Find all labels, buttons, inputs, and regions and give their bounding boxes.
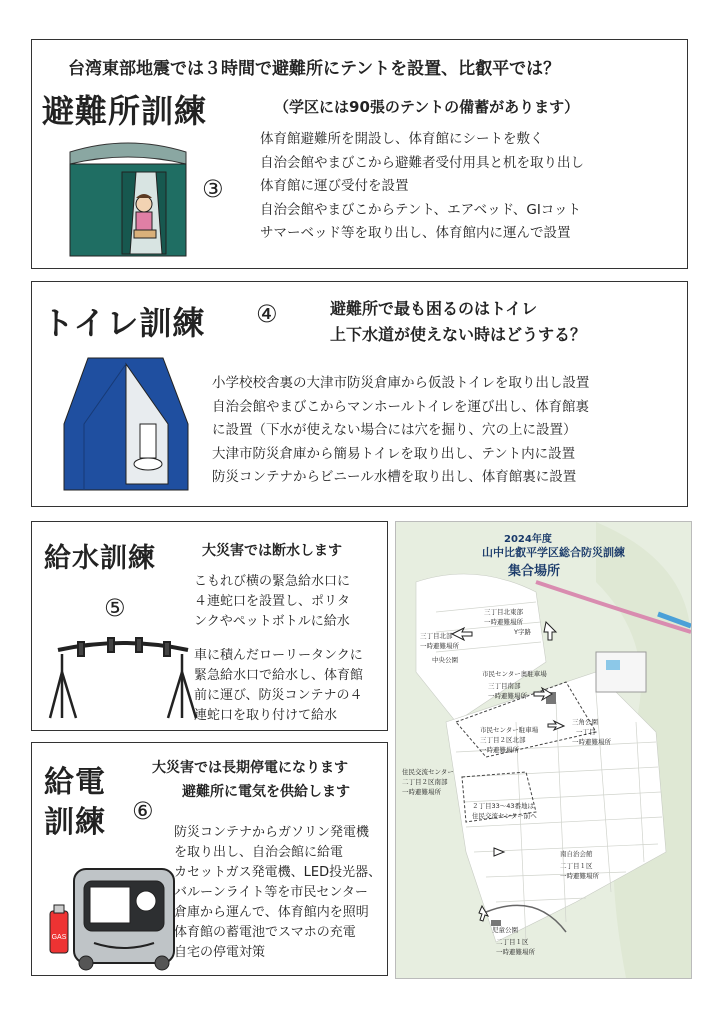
- arrow-icon: [479, 906, 488, 921]
- map-label: Y字路: [514, 628, 531, 636]
- section-title: 避難所訓練: [42, 92, 208, 130]
- section-title: 給水訓練: [44, 543, 156, 574]
- map-label: 一時避難場所: [402, 788, 441, 796]
- map-label: 二丁目１区: [496, 938, 529, 946]
- arrow-icon: [544, 622, 556, 640]
- map-label: 一時避難場所: [484, 618, 523, 626]
- lead-line: 上下水道が使えない時はどうする？: [330, 325, 587, 344]
- map-label: 三丁目北東部: [484, 608, 523, 616]
- map-label: 一丁目: [576, 728, 596, 736]
- map-label: 三丁目南部: [488, 682, 521, 690]
- step-line: 自治会館やまびこから避難者受付用具と机を取り出し: [260, 154, 584, 171]
- generator-illustration: [40, 861, 185, 971]
- map-label: ２丁目33～43番地は: [472, 802, 535, 810]
- map-label: 住民交流センター前へ: [472, 812, 537, 820]
- map-label: 一時避難場所: [560, 872, 599, 880]
- map-label: 一時避難場所: [480, 746, 519, 754]
- step-line: を取り出し、自治会館に給電: [174, 845, 344, 860]
- map-label: 三角公園: [572, 718, 598, 726]
- headline: 台湾東部地震では３時間で避難所にテントを設置、比叡平では？: [68, 59, 561, 79]
- faucet-stand-illustration: [48, 632, 198, 722]
- step-line: バルーンライト等を市民センター: [174, 885, 368, 900]
- lead-line: 避難所に電気を供給します: [182, 784, 350, 800]
- water-training-section: [31, 521, 388, 731]
- map-title: 山中比叡平学区総合防災訓練: [482, 546, 625, 559]
- step-line: 体育館の蓄電池でスマホの充電: [174, 925, 356, 940]
- arrow-icon: [494, 848, 504, 856]
- step-line: こもれび横の緊急給水口に: [194, 574, 351, 589]
- section-number: ④: [256, 300, 278, 328]
- section-number: ③: [202, 175, 224, 203]
- lead-line: 大災害では長期停電になります: [152, 760, 348, 776]
- step-line: 自治会館やまびこからテント、エアベッド、GIコット: [260, 201, 582, 218]
- power-training-section: [31, 742, 388, 976]
- arrow-icon: [534, 688, 552, 700]
- section-title: トイレ訓練: [42, 304, 206, 342]
- map-label: 三丁目２区北部: [480, 736, 526, 744]
- map-year: 2024年度: [504, 534, 552, 545]
- shelter-steps: [260, 128, 584, 246]
- map-label: 二丁目１区: [560, 862, 593, 870]
- map-label: 住民交流センター: [402, 768, 454, 776]
- step-line: 倉庫から運んで、体育館内を照明: [174, 905, 369, 920]
- power-steps: [174, 823, 381, 963]
- portable-toilet-illustration: [58, 354, 193, 494]
- toilet-steps: [212, 372, 589, 490]
- map-label: 一時避難場所: [488, 692, 527, 700]
- step-line: 連蛇口を取り付けて給水: [194, 708, 338, 723]
- map-arrows: [396, 522, 691, 978]
- step-line: 自宅の停電対策: [174, 945, 266, 960]
- arrow-icon: [548, 721, 564, 730]
- map-label: 一時避難場所: [496, 948, 535, 956]
- map-label: 二丁目２区南部: [402, 778, 448, 786]
- step-line: 自治会館やまびこからマンホールトイレを運び出し、体育館裏: [212, 398, 590, 415]
- step-line: 大津市防災倉庫から簡易トイレを取り出し、テント内に設置: [212, 445, 576, 462]
- step-line: 小学校校舎裏の大津市防災倉庫から仮設トイレを取り出し設置: [212, 375, 590, 391]
- map-label: 南自治会館: [560, 850, 593, 858]
- section-subtitle: （学区には90張のテントの備蓄があります）: [274, 98, 580, 116]
- assembly-map: [395, 521, 692, 979]
- step-line: 体育館に運び受付を設置: [260, 178, 409, 194]
- step-line: 緊急給水口で給水し、体育館: [194, 668, 364, 683]
- gas-can-label: GAS: [51, 934, 67, 941]
- map-label: 三丁目北部: [420, 632, 453, 640]
- section-number: ⑤: [104, 594, 126, 622]
- step-line: ４連蛇口を設置し、ポリタ: [194, 594, 351, 609]
- toilet-training-section: [31, 281, 688, 507]
- section-number: ⑥: [132, 797, 154, 825]
- section-title: 給電: [44, 765, 106, 800]
- step-line: 体育館避難所を開設し、体育館にシートを敷く: [260, 131, 544, 147]
- arrow-icon: [452, 628, 472, 640]
- tent-illustration: [58, 138, 198, 268]
- map-subtitle: 集合場所: [508, 564, 561, 579]
- step-line: サマーベッド等を取り出し、体育館内に運んで設置: [260, 225, 571, 241]
- section-title: 訓練: [44, 805, 106, 840]
- water-steps: [194, 572, 363, 726]
- map-label: 一時避難場所: [420, 642, 459, 650]
- step-line: 防災コンテナからガソリン発電機: [174, 825, 370, 840]
- lead-line: 大災害では断水します: [202, 543, 342, 559]
- map-label: 市民センター駐車場: [480, 726, 539, 734]
- step-line: カセットガス発電機、LED投光器、: [174, 865, 382, 880]
- step-line: ンクやペットボトルに給水: [194, 614, 350, 629]
- map-label: 市民センター奥駐車場: [482, 670, 547, 678]
- shelter-training-section: [31, 39, 688, 269]
- map-label: 児童公園: [492, 926, 518, 934]
- map-label: 一時避難場所: [572, 738, 611, 746]
- lead-line: 避難所で最も困るのはトイレ: [330, 299, 538, 318]
- step-line: に設置（下水が使えない場合には穴を掘り、穴の上に設置）: [212, 422, 577, 438]
- step-line: 防災コンテナからビニール水槽を取り出し、体育館裏に設置: [212, 469, 577, 485]
- step-line: 車に積んだローリータンクに: [194, 648, 363, 663]
- step-line: 前に運び、防災コンテナの４: [194, 688, 363, 703]
- map-label: 中央公園: [432, 656, 458, 664]
